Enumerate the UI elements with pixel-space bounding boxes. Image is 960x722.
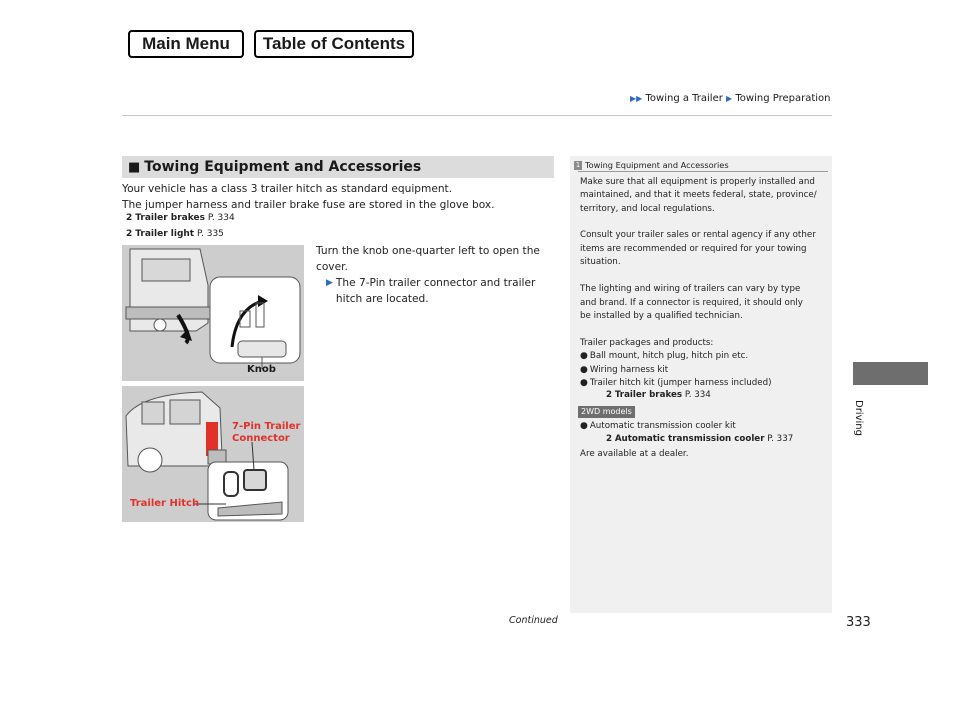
note-p3-line3: be installed by a qualified technician. [580, 311, 743, 321]
instruction-block [316, 243, 556, 307]
list-item: ● Ball mount, hitch plug, hitch pin etc. [580, 351, 749, 361]
bullet-icon: ● [580, 351, 588, 361]
note-p2-line2: items are recommended or required for your towing [580, 244, 807, 254]
page-number: 333 [846, 615, 871, 630]
continued-label: Continued [509, 615, 558, 626]
list-item: ● Wiring harness kit [580, 365, 669, 375]
section-header [122, 156, 554, 178]
note-heading: 1 Towing Equipment and Accessories [575, 160, 729, 170]
xref-arrow-icon: 2 [126, 229, 133, 239]
chapter-label: Driving [853, 400, 864, 436]
instruction-result: The 7-Pin trailer connector and trailer hitch are located. [335, 277, 536, 305]
intro-line-1: Your vehicle has a class 3 trailer hitch as standard equipment. [122, 183, 453, 195]
xref-arrow-icon: 2 [606, 434, 613, 444]
note-p4-intro: Trailer packages and products: [580, 338, 714, 348]
note-xref-transmission-cooler[interactable]: 2 Automatic transmission cooler P. 337 [606, 434, 794, 444]
connector-illustration [122, 386, 304, 522]
breadcrumb-level1[interactable]: Towing a Trailer [645, 93, 723, 104]
xref-arrow-icon: 2 [126, 213, 133, 223]
note-p1-line2: maintained, and that it meets federal, state, province/ [580, 190, 817, 200]
bullet-icon: ● [580, 365, 588, 375]
breadcrumb [630, 93, 831, 104]
note-p2-line1: Consult your trailer sales or rental agency if any other [580, 230, 816, 240]
note-number-icon: 1 [575, 160, 581, 169]
breadcrumb-arrow-icon: ▶ [726, 94, 733, 103]
result-arrow-icon: ▶ [326, 278, 333, 288]
note-divider [578, 171, 828, 172]
bullet-icon: ● [580, 421, 588, 431]
bullet-icon: ● [580, 378, 588, 388]
knob-label: Knob [247, 364, 276, 375]
model-badge: 2WD models [578, 406, 635, 418]
note-p3-line1: The lighting and wiring of trailers can vary by type [580, 284, 801, 294]
list-item: ● Trailer hitch kit (jumper harness included) [580, 378, 772, 388]
connector-label-line-1: 7-Pin Trailer [232, 421, 301, 432]
note-xref-trailer-brakes[interactable]: 2 Trailer brakes P. 334 [606, 390, 711, 400]
main-menu-button[interactable]: Main Menu [128, 30, 244, 58]
connector-label-line-2: Connector [232, 433, 290, 444]
intro-line-2: The jumper harness and trailer brake fuse are stored in the glove box. [122, 199, 495, 211]
trailer-hitch-label: Trailer Hitch [130, 498, 200, 509]
list-item: ● Automatic transmission cooler kit [580, 421, 736, 431]
xref-arrow-icon: 2 [606, 390, 613, 400]
breadcrumb-level2[interactable]: Towing Preparation [735, 93, 831, 104]
knob-illustration [122, 245, 304, 381]
note-p1-line3: territory, and local regulations. [580, 204, 715, 214]
xref-trailer-brakes[interactable]: 2 Trailer brakes P. 334 [126, 213, 235, 223]
note-p1-line1: Make sure that all equipment is properly installed and [580, 177, 815, 187]
note-p3-line2: and brand. If a connector is required, it should only [580, 298, 803, 308]
header-divider [122, 115, 832, 116]
vehicle-rear-knob-icon [122, 245, 304, 381]
table-of-contents-button[interactable]: Table of Contents [254, 30, 414, 58]
chapter-tab[interactable] [853, 362, 928, 385]
square-bullet-icon: ■ [128, 159, 141, 175]
section-title: Towing Equipment and Accessories [144, 159, 422, 175]
xref-trailer-light[interactable]: 2 Trailer light P. 335 [126, 229, 224, 239]
breadcrumb-arrow-icon: ▶▶ [630, 94, 643, 103]
note-closing: Are available at a dealer. [580, 449, 689, 459]
note-p2-line3: situation. [580, 257, 621, 267]
instruction-text: Turn the knob one-quarter left to open the cover. [316, 245, 540, 273]
